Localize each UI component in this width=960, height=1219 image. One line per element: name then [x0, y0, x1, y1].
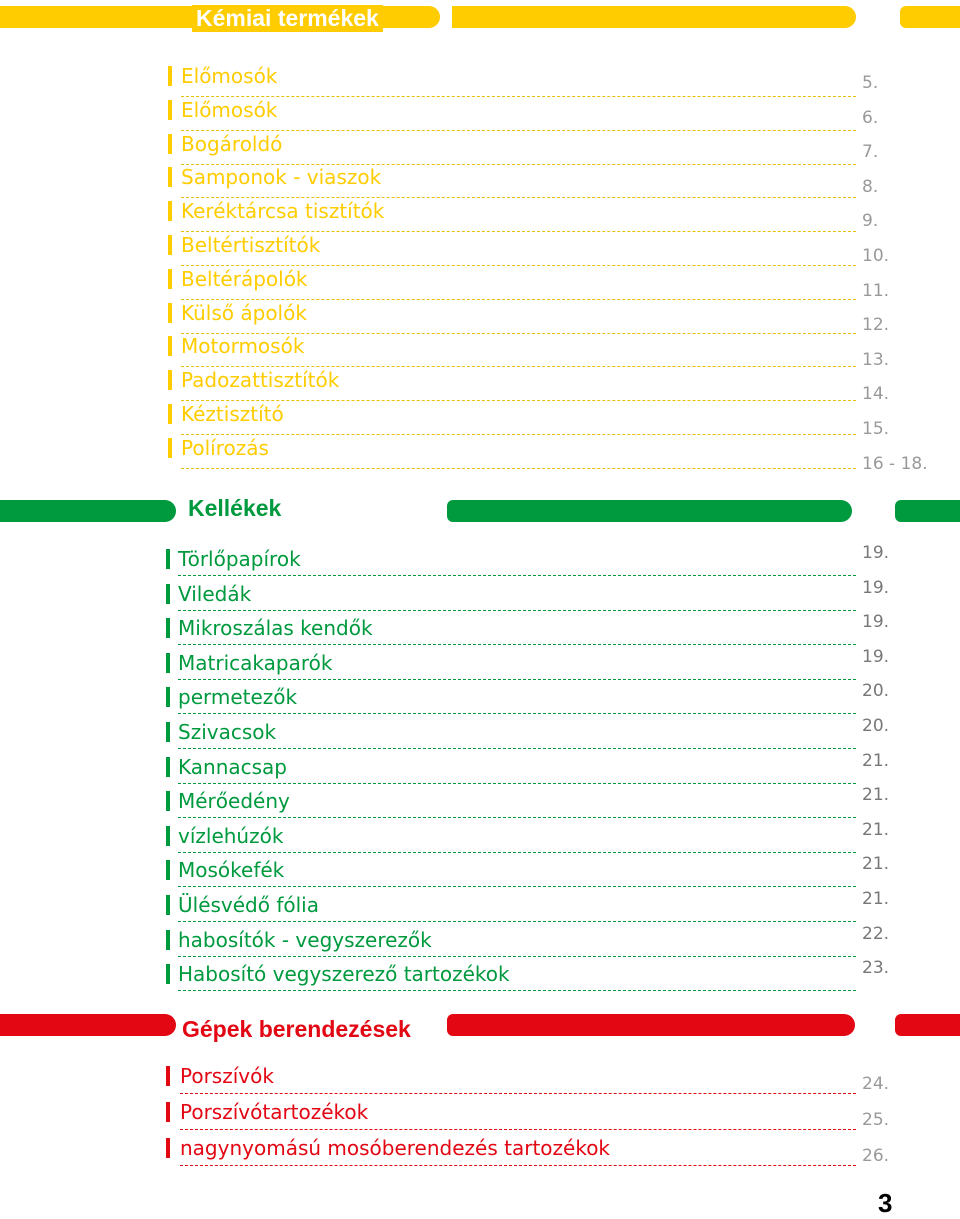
toc-item-label[interactable]: Porszívótartozékok: [180, 1100, 369, 1124]
toc-item-page: 20.: [862, 681, 890, 702]
page-number: 3: [878, 1188, 893, 1218]
section-title: Kellékek: [188, 495, 282, 521]
toc-item-page: 21.: [862, 785, 890, 806]
toc-item-page: 14.: [862, 384, 890, 405]
toc-item-page: 15.: [862, 419, 890, 439]
item-marker: [168, 134, 172, 154]
item-marker: [168, 201, 172, 221]
toc-item-label[interactable]: Beltértisztítók: [181, 233, 321, 257]
item-marker: [168, 303, 172, 323]
dotted-leader: [181, 468, 856, 469]
dotted-leader: [178, 921, 856, 922]
item-marker: [166, 757, 170, 777]
toc-item-label[interactable]: Kéztisztító: [181, 402, 284, 426]
item-marker: [166, 895, 170, 915]
toc-item-label[interactable]: vízlehúzók: [178, 823, 284, 848]
header-band-tail: [900, 6, 960, 28]
header-band-tail: [895, 500, 960, 522]
toc-item-label[interactable]: Viledák: [178, 581, 252, 606]
item-marker: [166, 653, 170, 673]
item-marker: [166, 687, 170, 707]
dotted-leader: [178, 679, 856, 680]
toc-item-label[interactable]: Motormosók: [181, 334, 305, 359]
toc-item-label[interactable]: Keréktárcsa tisztítók: [181, 199, 385, 224]
item-marker: [166, 1102, 170, 1122]
toc-item-label[interactable]: nagynyomású mosóberendezés tartozékok: [180, 1136, 611, 1160]
toc-item-label[interactable]: Habosító vegyszerező tartozékok: [178, 962, 510, 987]
toc-item-page: 7.: [862, 142, 879, 163]
toc-item-page: 11.: [862, 280, 890, 301]
item-marker: [168, 269, 172, 289]
toc-item-label[interactable]: Előmosók: [181, 64, 278, 88]
item-marker: [168, 336, 172, 356]
toc-item-page: 16 - 18.: [862, 453, 928, 474]
toc-item-page: 21.: [862, 750, 890, 771]
item-marker: [168, 66, 172, 86]
toc-item-label[interactable]: Kannacsap: [178, 754, 287, 779]
toc-item-label[interactable]: Mikroszálas kendők: [178, 616, 373, 641]
item-marker: [166, 930, 170, 950]
dotted-leader: [178, 748, 856, 749]
dotted-leader: [178, 783, 856, 784]
item-marker: [168, 235, 172, 255]
dotted-leader: [181, 299, 856, 300]
header-band-right: [447, 1014, 855, 1036]
toc-item-page: 5.: [862, 73, 879, 93]
toc-item-page: 9.: [862, 211, 879, 232]
toc-item-label[interactable]: Matricakaparók: [178, 650, 333, 675]
dotted-leader: [178, 610, 856, 611]
item-marker: [168, 370, 172, 390]
dotted-leader: [181, 265, 856, 266]
item-marker: [166, 964, 170, 984]
toc-item-page: 8.: [862, 176, 879, 197]
item-marker: [166, 1066, 170, 1086]
section-title: Gépek berendezések: [182, 1016, 411, 1042]
toc-item-label[interactable]: Szivacsok: [178, 720, 277, 744]
toc-item-page: 24.: [862, 1074, 890, 1094]
toc-item-page: 25.: [862, 1110, 890, 1130]
dotted-leader: [178, 713, 856, 714]
toc-item-page: 23.: [862, 958, 890, 979]
header-band-right: [452, 6, 856, 28]
toc-item-page: 19.: [862, 646, 890, 667]
dotted-leader: [181, 96, 856, 97]
item-marker: [166, 826, 170, 846]
dotted-leader: [180, 1165, 856, 1166]
header-band-right: [447, 500, 852, 522]
toc-item-label[interactable]: Ülésvédő fólia: [178, 893, 319, 917]
toc-item-label[interactable]: Samponok - viaszok: [181, 165, 382, 190]
toc-item-label[interactable]: Törlőpapírok: [178, 547, 301, 571]
dotted-leader: [178, 575, 856, 576]
toc-item-label[interactable]: Külső ápolók: [181, 300, 307, 325]
toc-item-page: 21.: [862, 889, 890, 909]
toc-item-page: 13.: [862, 349, 890, 370]
toc-item-page: 10.: [862, 246, 890, 266]
section-title: Kémiai termékek: [192, 5, 383, 32]
dotted-leader: [180, 1129, 856, 1130]
item-marker: [166, 1138, 170, 1158]
dotted-leader: [181, 434, 856, 435]
dotted-leader: [181, 130, 856, 131]
toc-item-label[interactable]: Porszívók: [180, 1064, 274, 1088]
dotted-leader: [178, 990, 856, 991]
dotted-leader: [178, 956, 856, 957]
toc-item-page: 26.: [862, 1146, 890, 1166]
toc-item-label[interactable]: Előmosók: [181, 97, 278, 122]
item-marker: [166, 618, 170, 638]
dotted-leader: [178, 852, 856, 853]
item-marker: [166, 791, 170, 811]
toc-item-page: 19.: [862, 612, 890, 633]
dotted-leader: [178, 817, 856, 818]
toc-item-label[interactable]: Polírozás: [181, 435, 269, 460]
item-marker: [168, 438, 172, 458]
toc-item-page: 21.: [862, 854, 890, 875]
toc-item-page: 6.: [862, 107, 879, 128]
dotted-leader: [178, 644, 856, 645]
item-marker: [166, 584, 170, 604]
item-marker: [166, 722, 170, 742]
toc-item-page: 19.: [862, 577, 890, 598]
item-marker: [166, 549, 170, 569]
toc-item-page: 20.: [862, 716, 890, 736]
toc-item-page: 12.: [862, 315, 890, 336]
toc-item-label[interactable]: habosítók - vegyszerezők: [178, 927, 432, 952]
dotted-leader: [180, 1093, 856, 1094]
dotted-leader: [178, 886, 856, 887]
toc-item-label[interactable]: Beltérápolók: [181, 266, 308, 291]
toc-item-label[interactable]: Mosókefék: [178, 858, 285, 883]
toc-item-page: 19.: [862, 543, 890, 563]
toc-item-page: 22.: [862, 923, 890, 944]
item-marker: [166, 860, 170, 880]
header-band-left: [0, 1014, 176, 1036]
header-band-tail: [895, 1014, 960, 1036]
item-marker: [168, 404, 172, 424]
toc-item-label[interactable]: Padozattisztítók: [181, 368, 340, 393]
toc-item-label[interactable]: Mérőedény: [178, 789, 290, 814]
header-band-left: [0, 500, 176, 522]
toc-item-label[interactable]: permetezők: [178, 685, 298, 710]
item-marker: [168, 167, 172, 187]
toc-item-label[interactable]: Bogároldó: [181, 131, 283, 156]
item-marker: [168, 100, 172, 120]
toc-item-page: 21.: [862, 819, 890, 840]
